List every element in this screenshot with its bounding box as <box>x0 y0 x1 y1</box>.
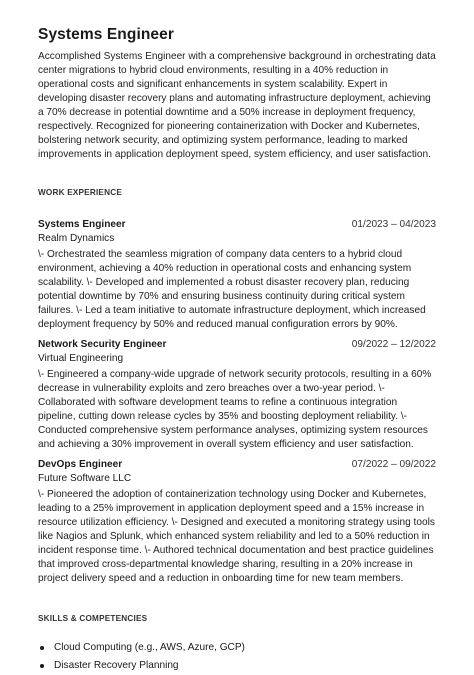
job-entry <box>38 458 436 586</box>
skill-item <box>38 657 436 675</box>
skill-label: Cloud Computing (e.g., AWS, Azure, GCP) <box>54 642 245 653</box>
job-dates: 09/2022 – 12/2022 <box>351 339 436 350</box>
resume-title: Systems Engineer <box>38 26 174 43</box>
skill-label: Disaster Recovery Planning <box>54 660 179 671</box>
bullet-icon <box>40 646 44 650</box>
job-list <box>38 218 436 586</box>
work-experience-section <box>38 188 436 586</box>
skill-item <box>38 639 436 657</box>
job-company: Future Software LLC <box>38 473 132 484</box>
job-dates: 01/2023 – 04/2023 <box>351 219 436 230</box>
job-description: \- Engineered a company-wide upgrade of network security protocols, resulting in a 60% decrease in vulnerability exploits and zero breaches over a two-year period. \- Collaborated with software development teams to refine a continuous integration pipeline, cutting down release cycles by 35% and boosting deployment reliability. \- Conducted comprehensive system performance analyses, optimizing system resources and achieving a 30% improvement in overall system efficiency and user satisfaction. <box>38 369 432 450</box>
job-company: Virtual Engineering <box>38 353 124 364</box>
job-entry <box>38 218 436 332</box>
skills-heading: SKILLS & COMPETENCIES <box>38 614 148 623</box>
skills-section <box>38 614 436 675</box>
job-description: \- Pioneered the adoption of containerization technology using Docker and Kubernetes, leading to a 25% improvement in application deployment speed and a 15% increase in resource utilization efficiency. \- Designed and executed a monitoring strategy using tools like Nagios and Splunk, which enhanced system reliability and led to a 50% reduction in incident response time. \- Authored technical documentation and best practice guidelines that improved cross-departmental knowledge sharing, resulting in a 20% increase in project delivery speed and a reduction in onboarding time for new team members. <box>38 489 435 584</box>
bullet-icon <box>40 664 44 668</box>
job-title: Network Security Engineer <box>38 339 167 350</box>
job-dates: 07/2022 – 09/2022 <box>351 459 436 470</box>
job-entry <box>38 338 436 452</box>
job-title: Systems Engineer <box>38 219 126 230</box>
skills-list <box>38 639 436 675</box>
professional-summary: Accomplished Systems Engineer with a comprehensive background in orchestrating data center migrations to hybrid cloud environments, resulting in a 40% reduction in operational costs and significant enhancements in system scalability. Expert in developing disaster recovery plans and automating infrastructure deployment, achieving a 70% decrease in potential downtime and a 50% increase in deployment frequency, respectively. Recognized for pioneering containerization with Docker and Kubernetes, bolstering network security, and optimizing system performance, leading to marked improvements in application deployment speed, system efficiency, and user satisfaction. <box>38 51 436 160</box>
job-company: Realm Dynamics <box>38 233 115 244</box>
job-header <box>38 218 436 232</box>
job-header <box>38 338 436 352</box>
work-experience-heading: WORK EXPERIENCE <box>38 188 122 197</box>
job-title: DevOps Engineer <box>38 459 123 470</box>
job-header <box>38 458 436 472</box>
job-description: \- Orchestrated the seamless migration of company data centers to a hybrid cloud environment, achieving a 40% reduction in operational costs and enhancing system scalability. \- Developed and implemented a robust disaster recovery plan, reducing potential downtime by 70% and ensuring business continuity during critical system failures. \- Led a team initiative to automate infrastructure deployment, which increased deployment frequency by 50% and reduced manual configuration errors by 90%. <box>38 249 426 330</box>
